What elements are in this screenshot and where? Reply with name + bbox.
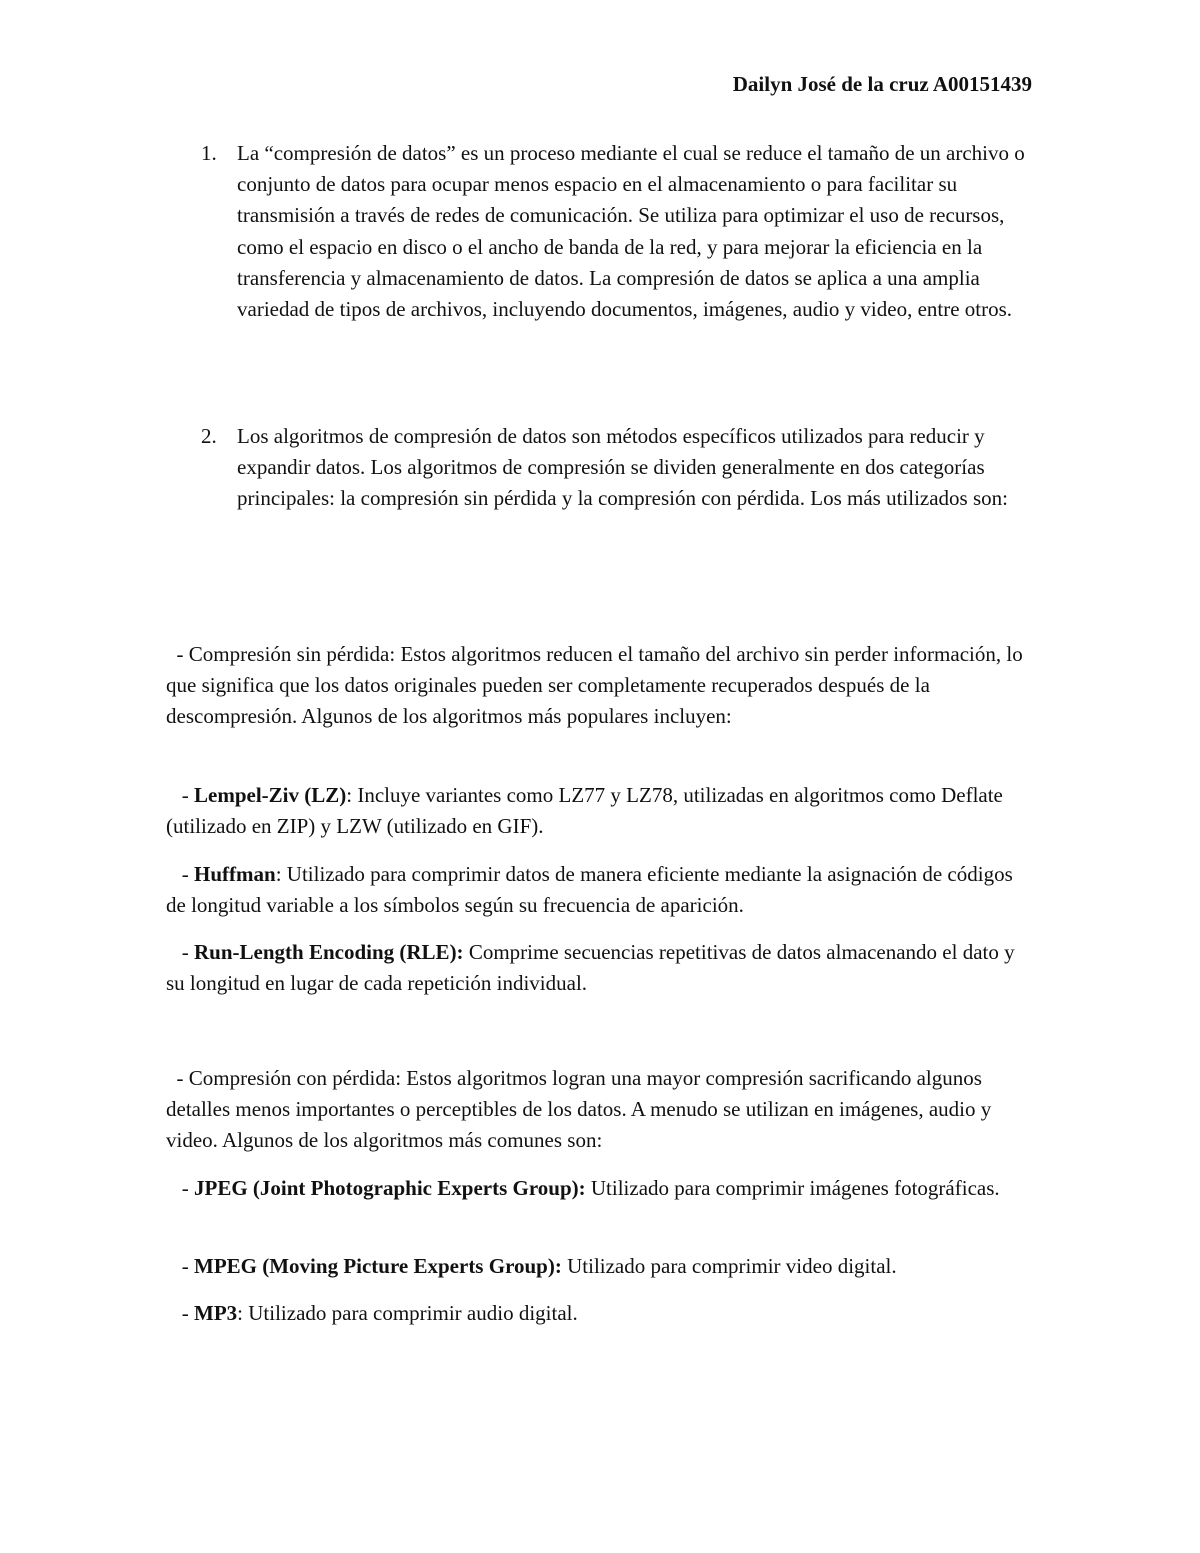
algorithm-prefix: - bbox=[166, 862, 194, 886]
list-item-2 bbox=[201, 421, 1041, 515]
algorithm-line bbox=[166, 1251, 1036, 1282]
lossy-intro-paragraph bbox=[166, 1063, 1036, 1157]
algorithm-name: Huffman bbox=[194, 862, 276, 886]
algorithm-item-mp3 bbox=[166, 1298, 1036, 1329]
algorithm-prefix: - bbox=[166, 783, 194, 807]
algorithm-description: : Utilizado para comprimir datos de manera eficiente mediante la asignación de códigos de longitud variable a los símbolos según su frecuencia de aparición. bbox=[166, 862, 1018, 918]
algorithm-prefix: - bbox=[166, 1176, 194, 1200]
list-number: 2. bbox=[201, 424, 217, 448]
algorithm-description: Utilizado para comprimir imágenes fotográficas. bbox=[585, 1176, 1000, 1200]
algorithm-description: : Utilizado para comprimir audio digital. bbox=[237, 1301, 578, 1325]
list-text: Los algoritmos de compresión de datos son métodos específicos utilizados para reducir y expandir datos. Los algoritmos de compresión se dividen generalmente en dos categorías principales: la compresión sin pérdida y la compresión con pérdida. Los más utilizados son: bbox=[237, 424, 1008, 511]
algorithm-line bbox=[166, 1173, 1036, 1204]
lossy-intro-text: - Compresión con pérdida: Estos algoritmos logran una mayor compresión sacrificando algunos detalles menos importantes o perceptibles de los datos. A menudo se utilizan en imágenes, audio y video. Algunos de los algoritmos más comunes son: bbox=[166, 1066, 997, 1153]
algorithm-description: : Incluye variantes como LZ77 y LZ78, utilizadas en algoritmos como Deflate (utilizado en ZIP) y LZW (utilizado en GIF). bbox=[166, 783, 1009, 839]
algorithm-description: Utilizado para comprimir video digital. bbox=[561, 1254, 897, 1278]
algorithm-name: Run-Length Encoding (RLE): bbox=[194, 940, 464, 964]
lossless-intro-text: - Compresión sin pérdida: Estos algoritmos reducen el tamaño del archivo sin perder información, lo que significa que los datos originales pueden ser completamente recuperados después de la descompresión. Algunos de los algoritmos más populares incluyen: bbox=[166, 642, 1028, 729]
list-item-1 bbox=[201, 138, 1041, 325]
list-text: La “compresión de datos” es un proceso mediante el cual se reduce el tamaño de un archivo o conjunto de datos para ocupar menos espacio en el almacenamiento o para facilitar su transmisión a través de redes de comunicación. Se utiliza para optimizar el uso de recursos, como el espacio en disco o el ancho de banda de la red, y para mejorar la eficiencia en la transferencia y almacenamiento de datos. La compresión de datos se aplica a una amplia variedad de tipos de archivos, incluyendo documentos, imágenes, audio y video, entre otros. bbox=[237, 141, 1025, 322]
algorithm-item-huffman bbox=[166, 859, 1036, 921]
algorithm-name: MPEG (Moving Picture Experts Group): bbox=[194, 1254, 562, 1278]
author-header: Dailyn José de la cruz A00151439 bbox=[732, 72, 1032, 96]
algorithm-name: MP3 bbox=[194, 1301, 238, 1325]
algorithm-prefix: - bbox=[166, 1301, 194, 1325]
algorithm-line bbox=[166, 780, 1036, 842]
algorithm-item-mpeg bbox=[166, 1251, 1036, 1282]
algorithm-line bbox=[166, 1298, 1036, 1329]
lossless-intro-paragraph bbox=[166, 639, 1036, 733]
algorithm-name: Lempel-Ziv (LZ) bbox=[194, 783, 347, 807]
algorithm-prefix: - bbox=[166, 940, 194, 964]
algorithm-item-jpeg bbox=[166, 1173, 1036, 1204]
algorithm-item-rle bbox=[166, 937, 1036, 999]
algorithm-name: JPEG (Joint Photographic Experts Group): bbox=[194, 1176, 586, 1200]
algorithm-prefix: - bbox=[166, 1254, 194, 1278]
algorithm-description: Comprime secuencias repetitivas de datos almacenando el dato y su longitud en lugar de cada repetición individual. bbox=[166, 940, 1020, 996]
algorithm-line bbox=[166, 859, 1036, 921]
list-number: 1. bbox=[201, 141, 217, 165]
algorithm-item-lz bbox=[166, 780, 1036, 842]
algorithm-line bbox=[166, 937, 1036, 999]
